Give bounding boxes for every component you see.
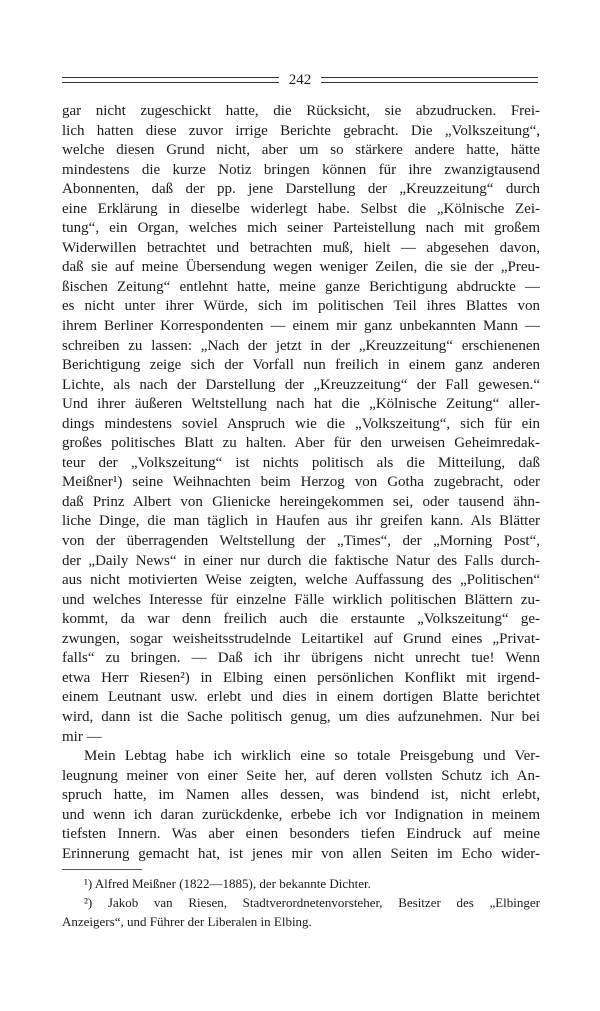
text-line: tiefsten Innern. Was aber einen besonders tiefen Eindruck auf meine [62, 826, 540, 843]
paragraph [62, 102, 540, 747]
text-line: ihrem Berliner Korrespondenten — einem mir ganz unbekannten Mann — [62, 318, 540, 335]
paragraph [62, 747, 540, 864]
text-line: eine Erklärung in dieselbe widerlegt habe. Selbst die „Kölnische Zei- [62, 200, 540, 217]
text-line: spruch hatte, im Namen alles dessen, was bindend ist, nicht erlebt, [62, 787, 540, 804]
text-line: einem Leutnant usw. erlebt und dies in einem dortigen Blatte berichtet [62, 689, 540, 706]
text-line: großes politisches Blatt zu halten. Aber für den urweisen Geheimredak- [62, 435, 540, 452]
footnotes [62, 874, 540, 931]
text-line: welche diesen Grund nicht, aber um so stärkere andere hatte, hätte [62, 142, 540, 159]
text-line: dings mindestens soviel Anspruch wie die „Volkszeitung“, sich für ein [62, 415, 540, 432]
text-line: tung“, ein Organ, welches mich seiner Parteistellung nach mit großem [62, 220, 540, 237]
text-line: kommt, da war denn freilich auch die erstaunte „Volkszeitung“ ge- [62, 611, 540, 628]
page-number: 242 [288, 71, 312, 88]
text-line: Und ihrer äußeren Weltstellung nach hat die „Kölnische Zeitung“ aller- [62, 396, 540, 413]
text-line: und wenn ich daran zurückdenke, erbebe ich vor Indignation in meinem [62, 806, 540, 823]
text-line: es nicht unter ihrer Würde, sich im politischen Teil ihres Blattes von [62, 298, 540, 315]
text-line: wird, dann ist die Sache politisch genug, um dies aufzunehmen. Nur bei [62, 708, 540, 725]
text-line: etwa Herr Riesen²) in Elbing einen persönlichen Konflikt mit irgend- [62, 669, 540, 686]
page-header [62, 70, 538, 90]
text-line: mir — [62, 728, 102, 745]
text-line: aus nicht motivierten Weise zeigten, welche Auffassung des „Politischen“ [62, 572, 540, 589]
text-line: leugnung meiner von einer Seite her, auf deren vollsten Schutz ich An- [62, 767, 540, 784]
text-line: liche Dinge, die man täglich in Haufen aus ihr greifen kann. Als Blätter [62, 513, 540, 530]
header-rule-right [321, 77, 538, 83]
text-line: gar nicht zugeschickt hatte, die Rücksicht, sie abzudrucken. Frei- [62, 103, 540, 119]
footnote-line: ²) Jakob van Riesen, Stadtverordnetenvorsteher, Besitzer des „Elbinger [84, 895, 540, 910]
text-line: teur der „Volkszeitung“ ist nichts politisch als die Mitteilung, daß [62, 454, 540, 471]
text-line: schreiben zu lassen: „Nach der jetzt in der „Kreuzzeitung“ erschienenen [62, 337, 540, 354]
text-line: von der überragenden Weltstellung der „Times“, der „Morning Post“, [62, 533, 540, 550]
footnote-line: Anzeigers“, und Führer der Liberalen in Elbing. [62, 914, 312, 929]
text-line: Lichte, als nach der Darstellung der „Kreuzzeitung“ der Fall gewesen.“ [62, 376, 540, 393]
text-line: lich hatten diese zuvor irrige Berichte gebracht. Die „Volkszeitung“, [62, 122, 540, 139]
text-line: ßischen Zeitung“ entlehnt hatte, meine ganze Berichtigung abdruckte — [62, 278, 540, 295]
text-line: zwungen, sogar weisheitsstrudelnde Leitartikel auf Grund eines „Privat- [62, 630, 540, 647]
header-rule-left [62, 77, 279, 83]
text-line: Berichtigung zeige sich der Vorfall nun freilich in einem ganz anderen [62, 357, 540, 374]
text-line: Erinnerung gemacht hat, ist jenes mir von allen Seiten im Echo wider- [62, 845, 540, 862]
text-line: und welches Interesse für einzelne Fälle wirklich politischen Blättern zu- [62, 591, 540, 608]
text-line: falls“ zu bringen. — Daß ich ihr übrigens nicht unrecht tue! Wenn [62, 650, 540, 667]
text-line: daß Prinz Albert von Glienicke hereingekommen sei, oder tausend ähn- [62, 493, 540, 510]
text-line: Meißner¹) seine Weihnachten beim Herzog von Gotha zugebracht, oder [62, 474, 540, 491]
text-line: der „Daily News“ in einer nur durch die faktische Natur des Falls durch- [62, 552, 540, 569]
text-line: Abonnenten, daß der pp. jene Darstellung der „Kreuzzeitung“ durch [62, 181, 540, 198]
footnote-line: ¹) Alfred Meißner (1822—1885), der bekannte Dichter. [84, 876, 371, 891]
text-line: Widerwillen betrachtet und betrachten muß, hielt — abgesehen davon, [62, 239, 540, 256]
text-line: mindestens die kurze Notiz bringen können für ihre zwanzigtausend [62, 161, 540, 178]
text-line: daß sie auf meine Übersendung wegen weniger Zeilen, die sie der „Preu- [62, 259, 540, 276]
text-line: Mein Lebtag habe ich wirklich eine so totale Preisgebung und Ver- [84, 748, 540, 765]
body-text [62, 102, 540, 864]
footnote-divider [62, 869, 142, 870]
